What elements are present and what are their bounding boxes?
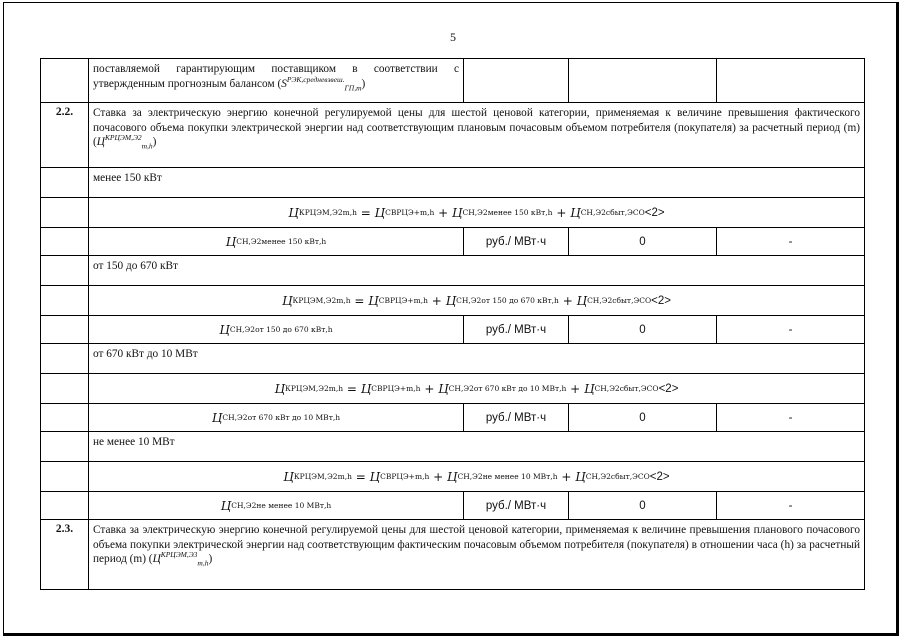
- table-row-band-rate: [40, 492, 865, 520]
- band-extra: -: [716, 228, 864, 255]
- band-formula: Ц КРЦЭМ,Э2 m,h = Ц СВРЦЭ+ m,h + Ц СН,Э2 менее 150 кВт,h + Ц СН,Э2 сбыт,ЭСО <2>: [88, 198, 864, 227]
- band-label: не менее 10 МВт: [88, 432, 864, 461]
- table-row-band-label: [40, 168, 865, 198]
- table-row-section-22: 2.2. Ставка за электрическую энергию конечной регулируемой цены для шестой ценовой категории, применяемая к величине превышения фактического почасового объема покупки электрической энергии над соответствующим плановым почасовым объемом потребителя (покупателя) за расчетный период (m) $(Ц^{КРЦЭМ,Э2}_{m,h})$: [40, 103, 865, 168]
- tariff-table: [40, 58, 865, 590]
- section-22-number: 2.2.: [55, 106, 74, 118]
- band-value: 0: [568, 316, 716, 343]
- table-row-section-23: 2.3. Ставка за электрическую энергию конечной регулируемой цены для шестой ценовой категории, применяемая к величине превышения планового почасового объема покупки электрической энергии над соответствующим фактическим почасовым объемом потребителя (покупателя) в отношении часа (h) за расчетный период (m) $(Ц^{КРЦЭМ,Э3}_{m,h})$: [40, 520, 865, 590]
- band-unit: руб./ МВт·ч: [463, 404, 568, 431]
- table-row-intro: поставляемой гарантирующим поставщиком в соответствии с утвержденным прогнозным балансом $(S^{РЭК,средневзвеш.}_{ГП,m})$: [40, 58, 865, 103]
- table-row-band-formula: [40, 198, 865, 228]
- band-rate-symbol: Ц СН,Э2 от 150 до 670 кВт,h: [88, 316, 463, 343]
- table-row-band-formula: [40, 462, 865, 492]
- section-22-symbol: $Ц^{КРЦЭМ,Э2}_{m,h}$: [96, 133, 153, 151]
- intro-extra-cell: [716, 59, 864, 102]
- band-formula: Ц КРЦЭМ,Э2 m,h = Ц СВРЦЭ+ m,h + Ц СН,Э2 не менее 10 МВт,h + Ц СН,Э2 сбыт,ЭСО <2>: [88, 462, 864, 491]
- table-row-band-rate: [40, 316, 865, 344]
- band-rate-symbol: Ц СН,Э2 менее 150 кВт,h: [88, 228, 463, 255]
- band-extra: -: [716, 492, 864, 519]
- section-22-text: Ставка за электрическую энергию конечной регулируемой цены для шестой ценовой категории, применяемая к величине превышения фактического почасового объема покупки электрической энергии над соответствующим плановым почасовым объемом потребителя (покупателя) за расчетный период (m): [93, 107, 860, 134]
- table-row-band-label: [40, 344, 865, 374]
- band-unit: руб./ МВт·ч: [463, 228, 568, 255]
- band-formula: Ц КРЦЭМ,Э2 m,h = Ц СВРЦЭ+ m,h + Ц СН,Э2 от 150 до 670 кВт,h + Ц СН,Э2 сбыт,ЭСО <2>: [88, 286, 864, 315]
- intro-unit-cell: [463, 59, 568, 102]
- intro-text: поставляемой гарантирующим поставщиком в соответствии с утвержденным прогнозным балансом: [93, 63, 459, 90]
- intro-value-cell: [568, 59, 716, 102]
- band-label: от 670 кВт до 10 МВт: [88, 344, 864, 373]
- table-row-band-label: [40, 432, 865, 462]
- band-rate-symbol: Ц СН,Э2 от 670 кВт до 10 МВт,h: [88, 404, 463, 431]
- band-unit: руб./ МВт·ч: [463, 316, 568, 343]
- band-unit: руб./ МВт·ч: [463, 492, 568, 519]
- band-value: 0: [568, 228, 716, 255]
- intro-symbol: $S^{РЭК,средневзвеш.}_{ГП,m}$: [281, 74, 362, 92]
- band-value: 0: [568, 492, 716, 519]
- band-label: от 150 до 670 кВт: [88, 256, 864, 285]
- section-23-text: Ставка за электрическую энергию конечной регулируемой цены для шестой ценовой категории, применяемая к величине превышения планового почасового объема покупки электрической энергии над соответствующим фактическим почасовым объемом потребителя (покупателя) в отношении часа (h) за расчетный период (m): [93, 524, 860, 565]
- table-row-band-rate: [40, 228, 865, 256]
- page-number: 5: [450, 30, 456, 44]
- band-value: 0: [568, 404, 716, 431]
- band-rate-symbol: Ц СН,Э2 не менее 10 МВт,h: [88, 492, 463, 519]
- band-extra: -: [716, 404, 864, 431]
- band-label: менее 150 кВт: [88, 168, 864, 197]
- table-row-band-label: [40, 256, 865, 286]
- table-row-band-rate: [40, 404, 865, 432]
- section-23-symbol: $Ц^{КРЦЭМ,Э3}_{m,h}$: [152, 550, 209, 568]
- band-formula: Ц КРЦЭМ,Э2 m,h = Ц СВРЦЭ+ m,h + Ц СН,Э2 от 670 кВт до 10 МВт,h + Ц СН,Э2 сбыт,ЭСО <2>: [88, 374, 864, 403]
- section-23-number: 2.3.: [55, 523, 74, 535]
- table-row-band-formula: [40, 374, 865, 404]
- band-extra: -: [716, 316, 864, 343]
- table-row-band-formula: [40, 286, 865, 316]
